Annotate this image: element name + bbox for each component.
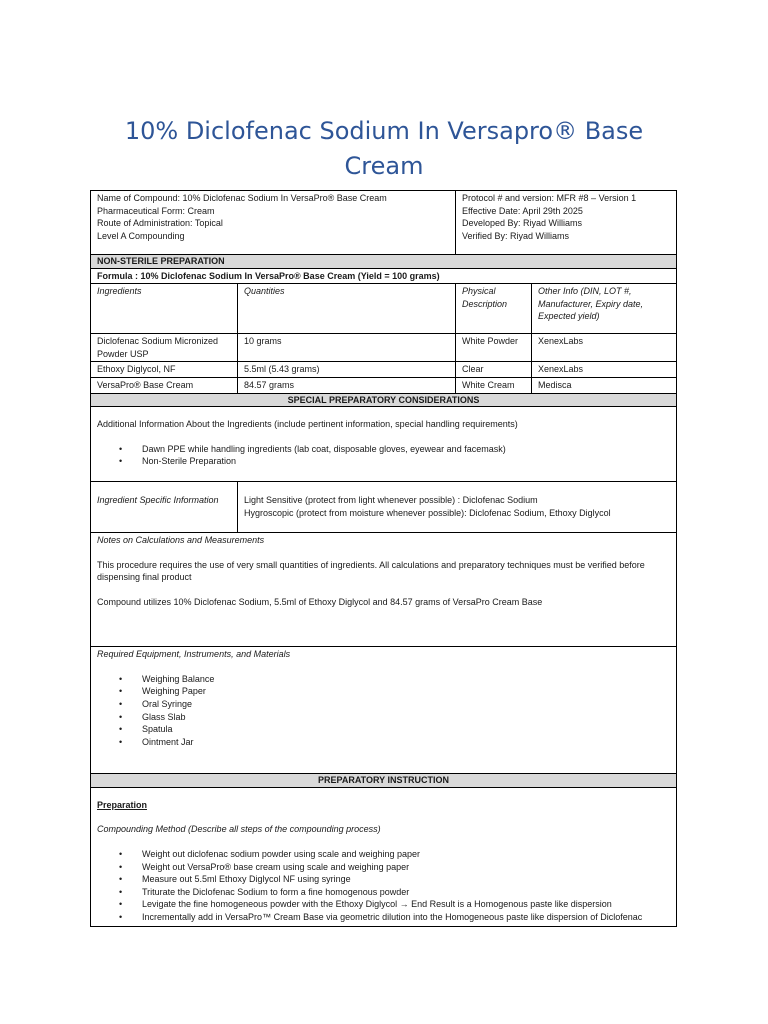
compounding-method-cell <box>91 787 677 926</box>
equipment-cell <box>91 647 677 774</box>
compounding-steps-list <box>97 848 670 924</box>
hygroscopic-note: Hygroscopic (protect from moisture whenever possible): Diclofenac Sodium, Ethoxy Diglycol <box>244 507 611 518</box>
verified-by: Verified By: Riyad Williams <box>462 230 570 241</box>
ppe-list <box>97 443 670 468</box>
equipment-label: Required Equipment, Instruments, and Materials <box>97 649 291 660</box>
route-of-administration: Route of Administration: Topical <box>97 218 223 229</box>
notes-label: Notes on Calculations and Measurements <box>97 535 265 546</box>
ingredient-name: VersaPro® Base Cream <box>91 377 238 393</box>
notes-paragraph-1: This procedure requires the use of very small quantities of ingredients. All calculations and preparatory techniques must be verified before dispensing final product <box>97 559 645 583</box>
table-row <box>91 377 677 393</box>
header-table <box>90 190 677 255</box>
pharmaceutical-form: Pharmaceutical Form: Cream <box>97 205 215 216</box>
special-considerations-heading: SPECIAL PREPARATORY CONSIDERATIONS <box>91 393 677 407</box>
compounding-method-label: Compounding Method (Describe all steps of the compounding process) <box>97 824 381 835</box>
list-item: • Weighing Balance <box>142 673 670 686</box>
formula-line: Formula : 10% Diclofenac Sodium In VersaPro® Base Cream (Yield = 100 grams) <box>91 268 677 284</box>
ingredient-other-info: Medisca <box>532 377 677 393</box>
protocol-version: Protocol # and version: MFR #8 – Version 1 <box>462 193 637 203</box>
column-header-ingredients: Ingredients <box>91 284 238 334</box>
ingredient-specific-cell <box>238 482 677 533</box>
equipment-list <box>97 673 670 749</box>
ingredient-specific-label: Ingredient Specific Information <box>91 482 238 533</box>
list-item: • Triturate the Diclofenac Sodium to form a fine homogenous powder <box>142 886 670 899</box>
preparation-heading: Preparation <box>97 799 148 810</box>
preparatory-instruction-heading: PREPARATORY INSTRUCTION <box>91 774 677 788</box>
table-row <box>91 334 677 362</box>
ingredient-name: Ethoxy Diglycol, NF <box>91 362 238 378</box>
protocol-info-cell <box>456 191 677 255</box>
list-item: • Measure out 5.5ml Ethoxy Diglycol NF using syringe <box>142 873 670 886</box>
table-row <box>91 362 677 378</box>
list-item: • Incrementally add in VersaPro™ Cream Base via geometric dilution into the Homogeneous paste like dispersion of Diclofenac <box>142 911 670 924</box>
ingredient-quantity: 84.57 grams <box>238 377 456 393</box>
mfr-document <box>90 190 677 927</box>
list-item: • Levigate the fine homogeneous powder with the Ethoxy Diglycol → End Result is a Homogenous paste like dispersion <box>142 898 670 911</box>
ingredients-table <box>90 254 677 394</box>
additional-info-text: Additional Information About the Ingredients (include pertinent information, special handling requirements) <box>97 419 518 430</box>
list-item: • Ointment Jar <box>142 736 670 749</box>
list-item: • Weight out diclofenac sodium powder using scale and weighing paper <box>142 848 670 861</box>
ingredient-description: Clear <box>456 362 532 378</box>
list-item: • Dawn PPE while handling ingredients (lab coat, disposable gloves, eyewear and facemask) <box>142 443 670 456</box>
ingredient-description: White Powder <box>456 334 532 362</box>
compounding-level: Level A Compounding <box>97 230 185 241</box>
column-header-quantities: Quantities <box>238 284 456 334</box>
document-title: 10% Diclofenac Sodium In Versapro® Base Cream <box>124 117 644 180</box>
effective-date: Effective Date: April 29th 2025 <box>462 205 583 216</box>
calculation-notes-cell <box>91 533 677 647</box>
ingredient-name: Diclofenac Sodium Micronized Powder USP <box>91 334 238 362</box>
compound-name: Name of Compound: 10% Diclofenac Sodium In VersaPro® Base Cream <box>97 193 387 203</box>
list-item: • Non-Sterile Preparation <box>142 455 670 468</box>
notes-paragraph-2: Compound utilizes 10% Diclofenac Sodium, 5.5ml of Ethoxy Diglycol and 84.57 grams of VersaPro Cream Base <box>97 596 543 607</box>
list-item: • Oral Syringe <box>142 698 670 711</box>
ingredient-other-info: XenexLabs <box>532 362 677 378</box>
additional-info-cell <box>91 407 677 482</box>
non-sterile-heading: NON-STERILE PREPARATION <box>91 255 677 269</box>
column-header-physical-description: Physical Description <box>456 284 532 334</box>
ingredient-other-info: XenexLabs <box>532 334 677 362</box>
list-item: • Weight out VersaPro® base cream using scale and weighing paper <box>142 861 670 874</box>
list-item: • Spatula <box>142 723 670 736</box>
ingredient-quantity: 5.5ml (5.43 grams) <box>238 362 456 378</box>
light-sensitive-note: Light Sensitive (protect from light whenever possible) : Diclofenac Sodium <box>244 495 538 506</box>
special-considerations-table <box>90 393 677 927</box>
ingredient-quantity: 10 grams <box>238 334 456 362</box>
list-item: • Weighing Paper <box>142 685 670 698</box>
list-item: • Glass Slab <box>142 711 670 724</box>
column-header-other-info: Other Info (DIN, LOT #, Manufacturer, Expiry date, Expected yield) <box>532 284 677 334</box>
ingredient-description: White Cream <box>456 377 532 393</box>
developed-by: Developed By: Riyad Williams <box>462 218 583 229</box>
compound-info-cell <box>91 191 456 255</box>
